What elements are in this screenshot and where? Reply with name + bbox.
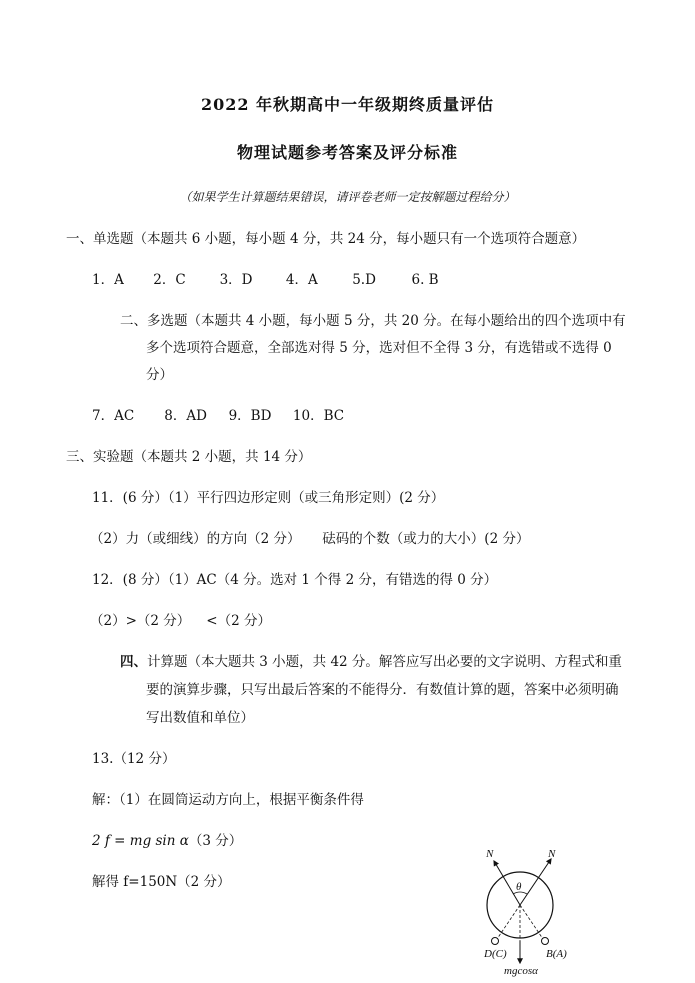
grading-note: （如果学生计算题结果错误，请评卷老师一定按解题过程给分） [179,190,516,204]
dashed-line-right [520,905,543,939]
label-gravity: mgcosα [504,965,538,977]
dashed-line-left [497,905,520,939]
q12-part2a: （2）>（2 分） [90,613,191,629]
q13-header: 13.（12 分） [92,751,176,767]
answer-5: 5.D [352,272,376,288]
answer-4: 4．A [285,272,318,288]
section1-answers [92,270,439,290]
answer-3: 3．D [219,272,253,288]
q13-formula-line [92,831,242,851]
q12-line1: 12．(8 分）（1）AC（4 分。选对 1 个得 2 分，有错选的得 0 分） [92,572,498,588]
label-b-a: B(A) [546,948,567,960]
normal-force-right-arrow [520,859,551,905]
answer-1: 1．A [92,272,124,288]
label-n-left: N [486,848,494,860]
section4-heading-line3: 写出数值和单位） [146,710,254,726]
label-theta: θ [516,881,522,893]
q11-line2 [90,529,529,549]
section4-heading-line2: 要的演算步骤，只写出最后答案的不能得分．有数值计算的题，答案中必须明确 [146,682,619,698]
q12-line2 [90,611,271,631]
page-subtitle: 物理试题参考答案及评分标准 [236,143,458,162]
force-diagram [478,845,588,977]
q11-part2a: （2）力（或细线）的方向（2 分） [90,531,301,547]
section4-heading-text: 计算题（本大题共 3 小题，共 42 分。解答应写出必要的文字说明、方程式和重 [147,654,622,670]
q13-formula-score: （3 分） [188,833,243,849]
answer-6: 6. B [411,272,439,288]
section4-prefix: 四、 [120,654,147,670]
q11-line1: 11．(6 分）（1）平行四边形定则（或三角形定则）(2 分） [92,490,445,506]
section4-heading-line1 [120,652,622,672]
support-right [542,938,549,945]
support-left [492,938,499,945]
section1-heading: 一、单选题（本题共 6 小题，每小题 4 分，共 24 分，每小题只有一个选项符合题意） [66,231,586,247]
q13-solution: 解：（1）在圆筒运动方向上，根据平衡条件得 [92,792,364,808]
section2-heading-line1: 二、多选题（本题共 4 小题，每小题 5 分，共 20 分。在每小题给出的四个选项中有 [120,313,626,329]
section2-answers [92,406,344,426]
label-d-c: D(C) [484,948,507,960]
q13-formula: 2 f = mg sin α [92,833,189,849]
section2-heading-line2: 多个选项符合题意，全部选对得 5 分，选对但不全得 3 分，有选错或不选得 0 [146,340,612,356]
section3-heading: 三、实验题（本题共 2 小题，共 14 分） [66,449,312,465]
q13-result: 解得 f=150N（2 分） [92,874,231,890]
q11-part2b: 砝码的个数（或力的大小）(2 分） [322,531,530,547]
answer-2: 2．C [153,272,186,288]
answer-8: 8．AD [164,408,207,424]
answer-9: 9．BD [228,408,272,424]
page-title: 2022 年秋期高中一年级期终质量评估 [200,95,495,114]
section2-heading-line3: 分） [146,367,173,383]
answer-10: 10．BC [292,408,345,424]
label-n-right: N [548,848,556,860]
answer-7: 7．AC [92,408,135,424]
q12-part2b: <（2 分） [206,613,271,629]
